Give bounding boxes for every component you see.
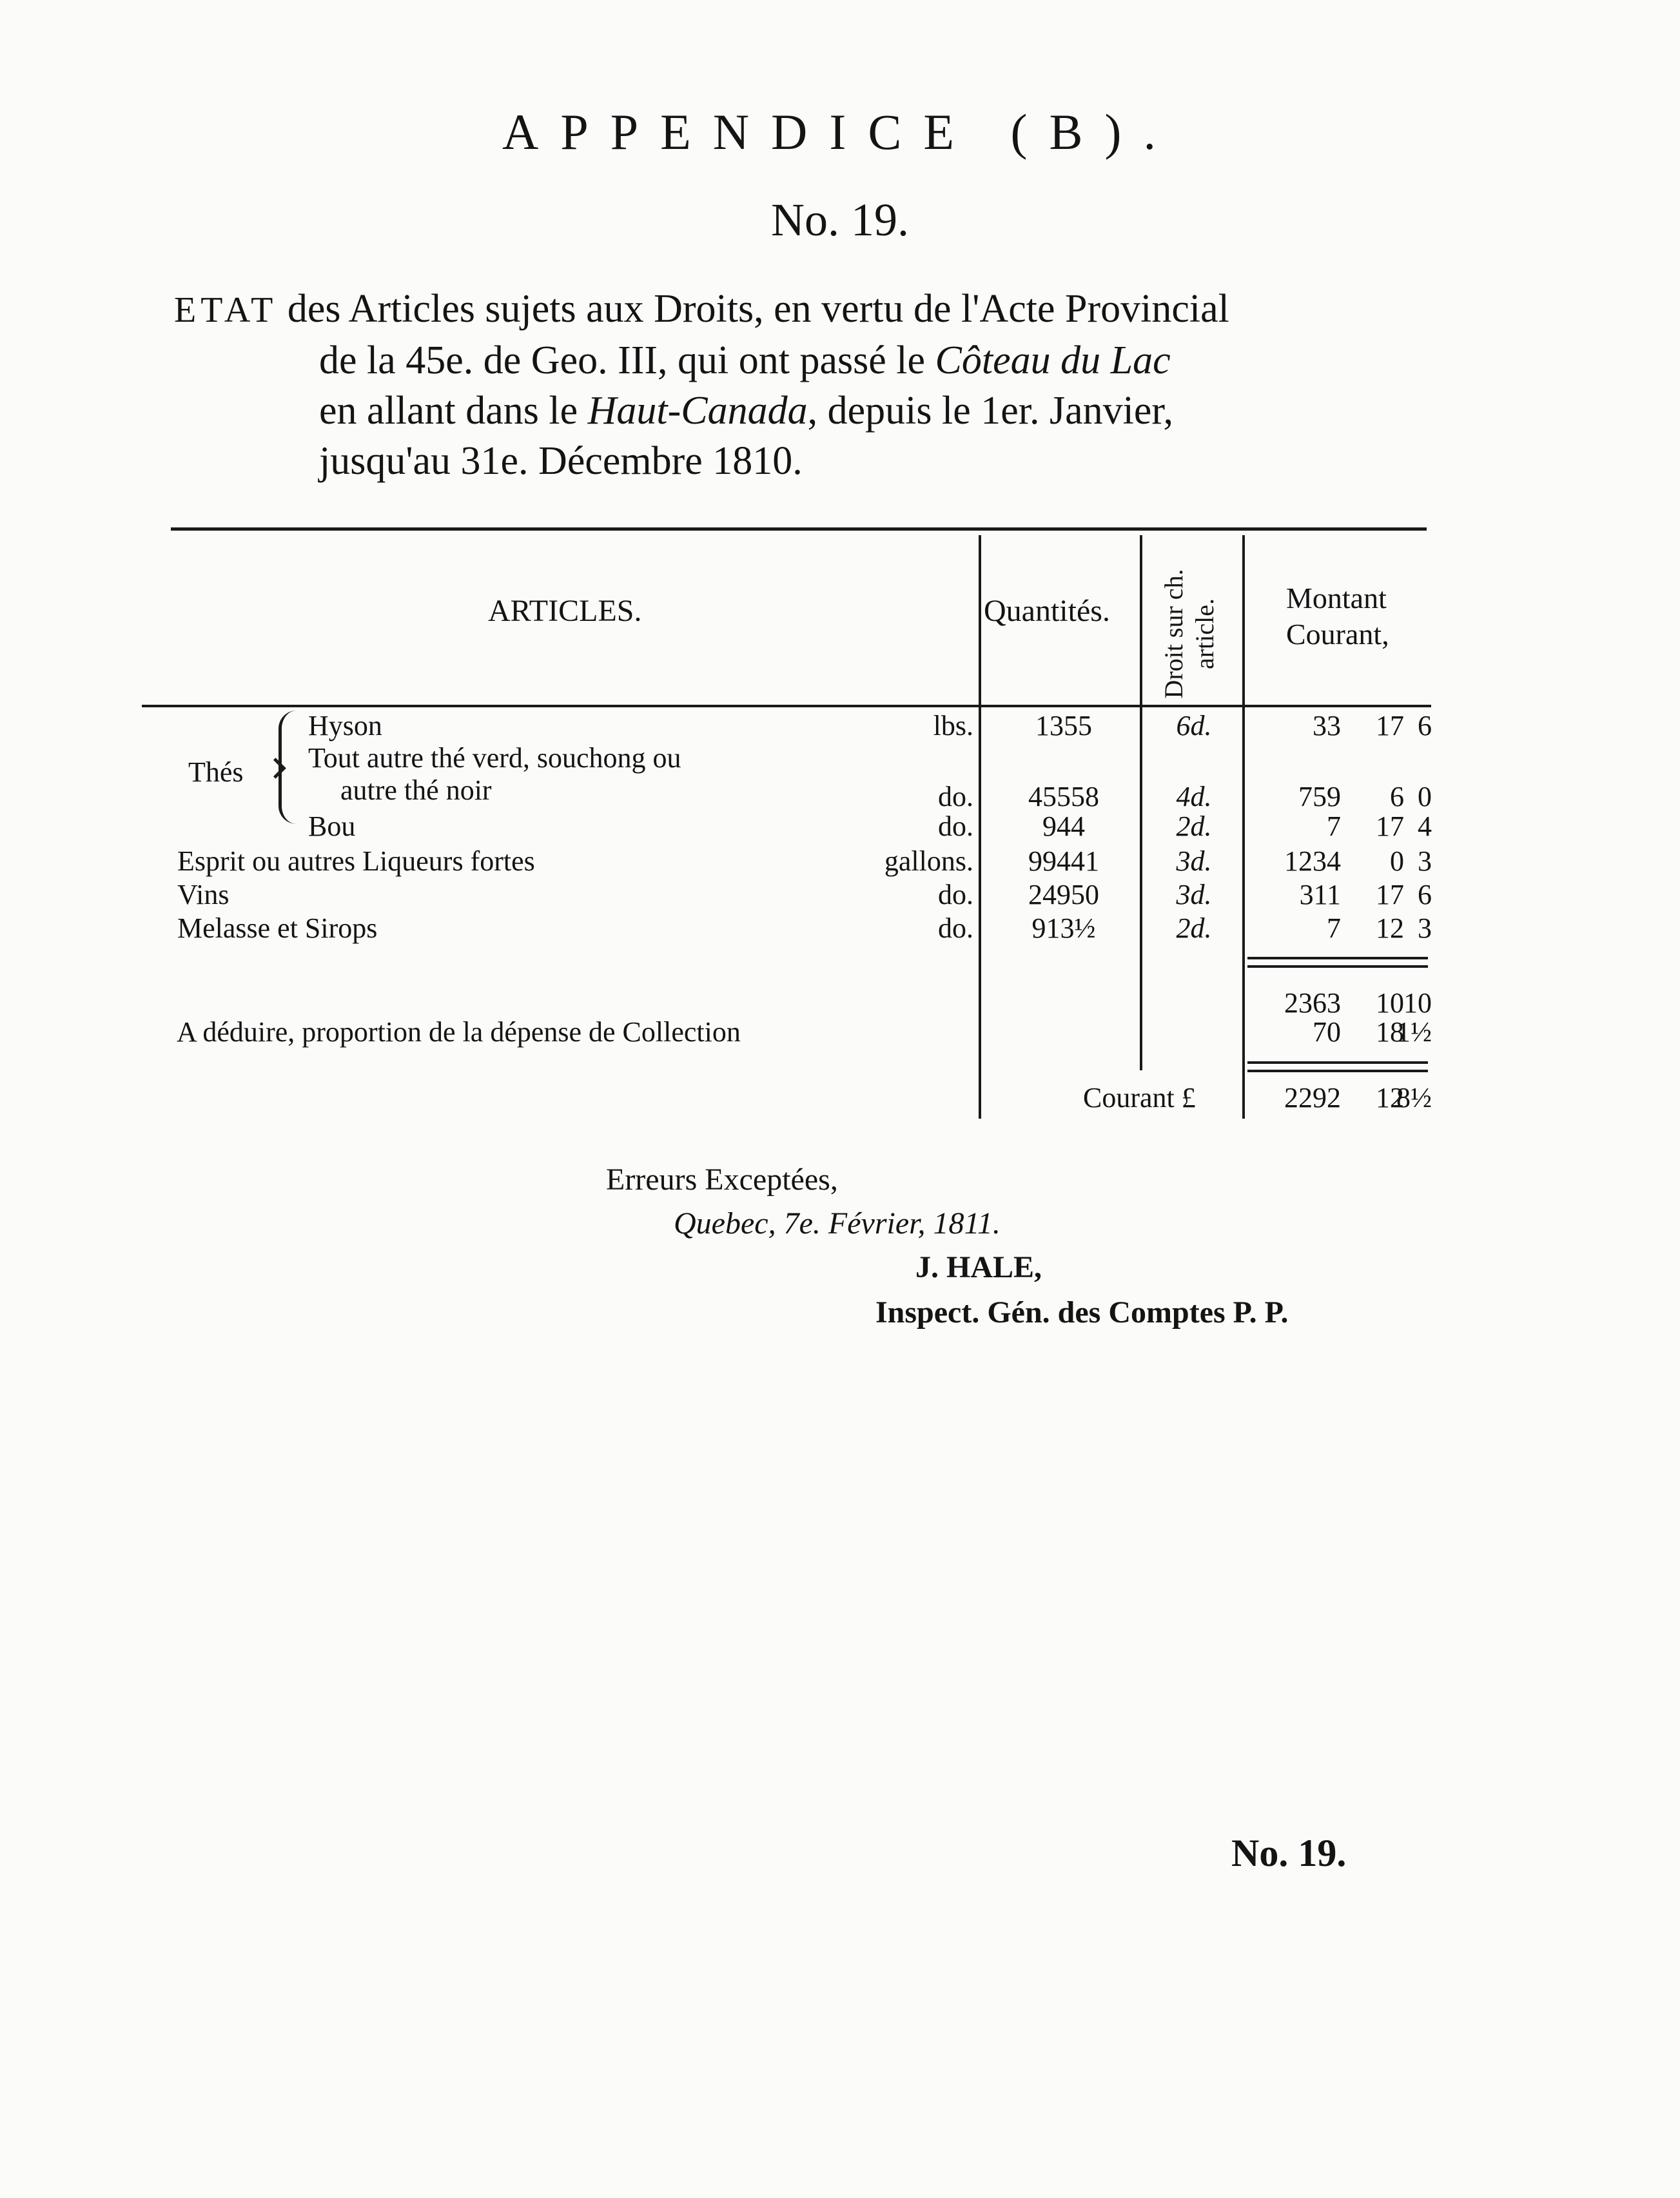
appendix-title: APPENDICE (B). — [502, 104, 1178, 160]
pounds: 33 — [1313, 710, 1341, 741]
article-name: Esprit ou autres Liqueurs fortes — [177, 845, 535, 877]
shillings: 17 — [1376, 710, 1404, 741]
intro-first-word: ETAT — [174, 290, 278, 330]
pounds: 311 — [1299, 879, 1341, 910]
document-intro — [174, 284, 1457, 486]
quantity: 944 — [1042, 810, 1085, 842]
pounds: 7 — [1327, 912, 1341, 944]
article-name: Vins — [177, 879, 230, 910]
page-number: No. 19. — [1231, 1832, 1347, 1874]
duty-rate: 3d. — [1176, 845, 1212, 877]
column-divider-amount-left — [1242, 535, 1245, 1119]
unit: do. — [938, 810, 973, 842]
pence: 0 — [1418, 781, 1432, 812]
intro-line-4: jusqu'au 31e. Décembre 1810. — [319, 439, 803, 483]
shillings: 12 — [1376, 912, 1404, 944]
article-name: Bou — [308, 810, 356, 842]
unit: do. — [938, 781, 973, 812]
unit: lbs. — [933, 710, 973, 741]
unit: do. — [938, 879, 973, 910]
document-number: No. 19. — [771, 194, 909, 246]
pence: 3 — [1418, 845, 1432, 877]
pence: 4 — [1418, 810, 1432, 842]
intro-place-haut-canada: Haut-Canada — [587, 389, 808, 433]
pence: 3 — [1418, 912, 1432, 944]
header-amount-line-1: Montant — [1286, 582, 1387, 614]
quantity: 24950 — [1028, 879, 1099, 910]
unit: do. — [938, 912, 973, 944]
header-articles: ARTICLES. — [488, 594, 642, 628]
pence: 6 — [1418, 710, 1432, 741]
intro-line-2-text: de la 45e. de Geo. III, qui ont passé le — [319, 339, 935, 382]
header-amount-line-2: Courant, — [1286, 618, 1389, 651]
total-pounds: 2292 — [1284, 1082, 1341, 1114]
pounds: 759 — [1298, 781, 1341, 812]
shillings: 17 — [1376, 810, 1404, 842]
shillings: 17 — [1376, 879, 1404, 910]
subtotal-shillings: 10 — [1376, 987, 1404, 1019]
subtotal-pence: 10 — [1403, 987, 1432, 1019]
table-top-rule — [171, 527, 1427, 531]
total-double-rule-bottom — [1247, 1070, 1428, 1072]
column-divider-quantities-left — [979, 535, 981, 1119]
unit: gallons. — [884, 845, 973, 877]
total-label: Courant £ — [1083, 1082, 1196, 1114]
deduction-pence: 1½ — [1396, 1016, 1432, 1048]
quantity: 1355 — [1035, 710, 1092, 741]
intro-line-1-text: des Articles sujets aux Droits, en vertu de l'Acte Provincial — [277, 287, 1229, 331]
deduction-label: A déduire, proportion de la dépense de Collection — [177, 1016, 741, 1048]
article-name-line-2: autre thé noir — [340, 774, 492, 806]
deduction-pounds: 70 — [1313, 1016, 1341, 1048]
signatory: J. HALE, — [915, 1250, 1042, 1284]
article-name-line-1: Tout autre thé verd, souchong ou — [308, 742, 681, 774]
subtotal-double-rule-top — [1247, 957, 1428, 959]
intro-line-1 — [174, 284, 1457, 335]
quantity: 913½ — [1031, 912, 1096, 944]
duty-rate: 2d. — [1176, 912, 1212, 944]
duty-rate: 4d. — [1176, 781, 1212, 812]
quantity: 45558 — [1028, 781, 1099, 812]
total-shillings: 12 — [1376, 1082, 1404, 1114]
duty-rate: 2d. — [1176, 810, 1212, 842]
errors-excepted: Erreurs Exceptées, — [606, 1163, 838, 1197]
total-double-rule-top — [1247, 1061, 1428, 1064]
intro-line-3 — [174, 386, 1457, 436]
intro-line-3-suffix: , depuis le 1er. Janvier, — [807, 389, 1174, 433]
intro-place-coteau: Côteau du Lac — [935, 339, 1171, 382]
pounds: 1234 — [1284, 845, 1341, 877]
header-amount — [1286, 580, 1389, 653]
duty-rate: 3d. — [1176, 879, 1212, 910]
header-duty-per-article: Droit sur ch. article. — [1159, 569, 1219, 699]
duty-rate: 6d. — [1176, 710, 1212, 741]
article-name: Melasse et Sirops — [177, 912, 378, 944]
total-pence: 8½ — [1396, 1082, 1432, 1114]
tea-group-label: Thés — [188, 756, 244, 788]
place-and-date: Quebec, 7e. Février, 1811. — [674, 1206, 1001, 1241]
shillings: 6 — [1390, 781, 1404, 812]
table-header-rule — [142, 705, 1431, 707]
subtotal-pounds: 2363 — [1284, 987, 1341, 1019]
pounds: 7 — [1327, 810, 1341, 842]
intro-line-3-text: en allant dans le — [319, 389, 588, 433]
signatory-office: Inspect. Gén. des Comptes P. P. — [875, 1295, 1289, 1330]
deduction-shillings: 18 — [1376, 1016, 1404, 1048]
article-name: Hyson — [308, 710, 382, 741]
quantity: 99441 — [1028, 845, 1099, 877]
pence: 6 — [1418, 879, 1432, 910]
shillings: 0 — [1390, 845, 1404, 877]
intro-line-2 — [174, 335, 1457, 386]
subtotal-double-rule-bottom — [1247, 965, 1428, 968]
header-quantities: Quantités. — [984, 594, 1110, 628]
